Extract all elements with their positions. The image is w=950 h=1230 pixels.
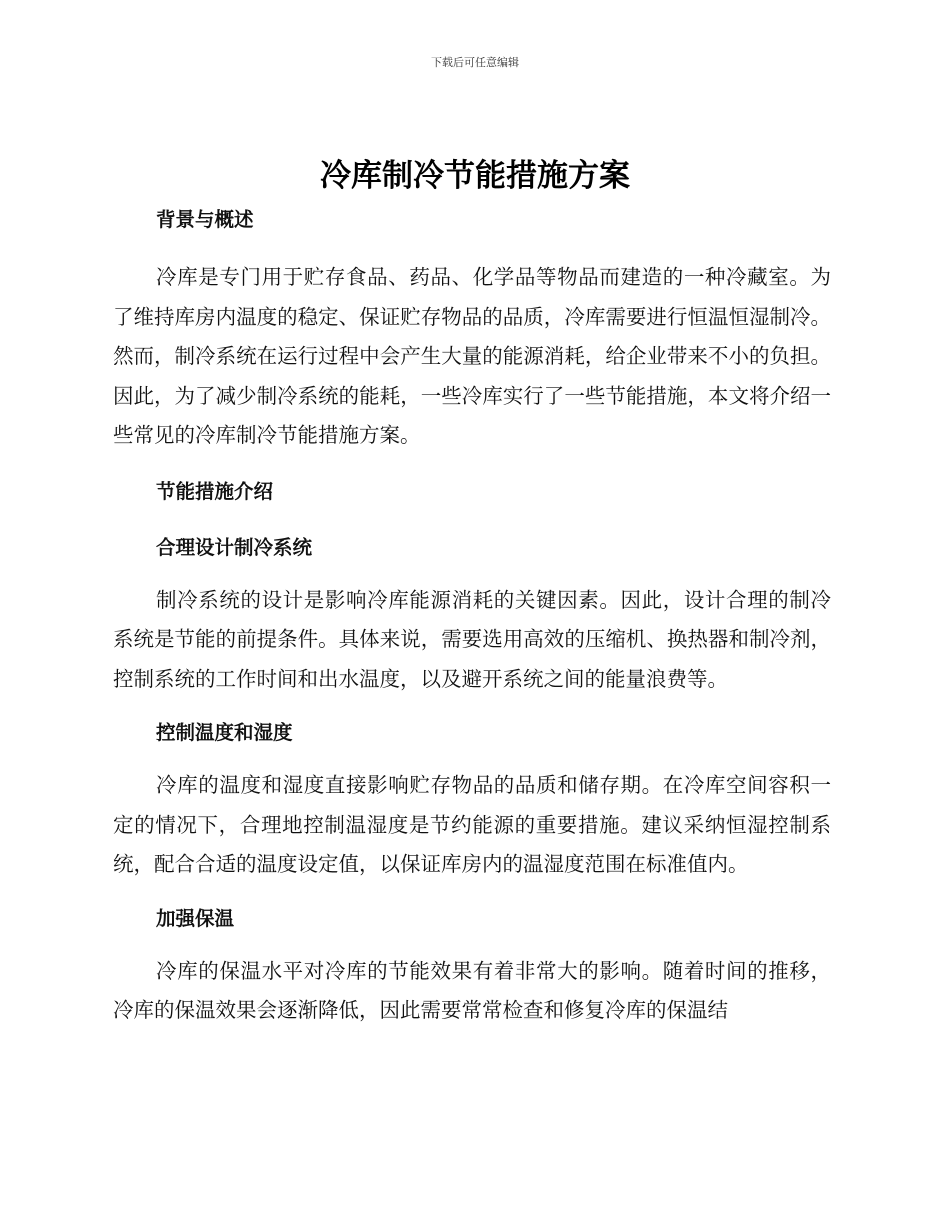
page-header-note: 下载后可任意编辑 [431,56,519,69]
section-paragraph-insulation: 冷库的保温水平对冷库的节能效果有着非常大的影响。随着时间的推移，冷库的保温效果会逐渐降低，因此需要常常检查和修复冷库的保温结 [113,958,831,1022]
section-heading-measures: 节能措施介绍 [156,479,274,503]
section-heading-temperature-humidity: 控制温度和湿度 [156,721,293,744]
section-heading-system-design: 合理设计制冷系统 [156,535,313,559]
section-paragraph-system-design: 制冷系统的设计是影响冷库能源消耗的关键因素。因此，设计合理的制冷系统是节能的前提条件。具体来说，需要选用高效的压缩机、换热器和制冷剂，控制系统的工作时间和出水温度，以及避开系统之间的能量浪费等。 [113,587,831,691]
document-body [113,198,831,1043]
section-paragraph-temperature-humidity: 冷库的温度和湿度直接影响贮存物品的品质和储存期。在冷库空间容积一定的情况下，合理地控制温湿度是节约能源的重要措施。建议采纳恒湿控制系统，配合合适的温度设定值，以保证库房内的温湿度范围在标准值内。 [113,773,831,876]
section-heading-background: 背景与概述 [156,208,254,231]
section-paragraph-background: 冷库是专门用于贮存食品、药品、化学品等物品而建造的一种冷藏室。为了维持库房内温度的稳定、保证贮存物品的品质，冷库需要进行恒温恒湿制冷。然而，制冷系统在运行过程中会产生大量的能源消耗，给企业带来不小的负担。因此，为了减少制冷系统的能耗，一些冷库实行了一些节能措施，本文将介绍一些常见的冷库制冷节能措施方案。 [113,265,831,447]
document-title: 冷库制冷节能措施方案 [320,158,630,194]
section-heading-insulation: 加强保温 [156,906,235,930]
